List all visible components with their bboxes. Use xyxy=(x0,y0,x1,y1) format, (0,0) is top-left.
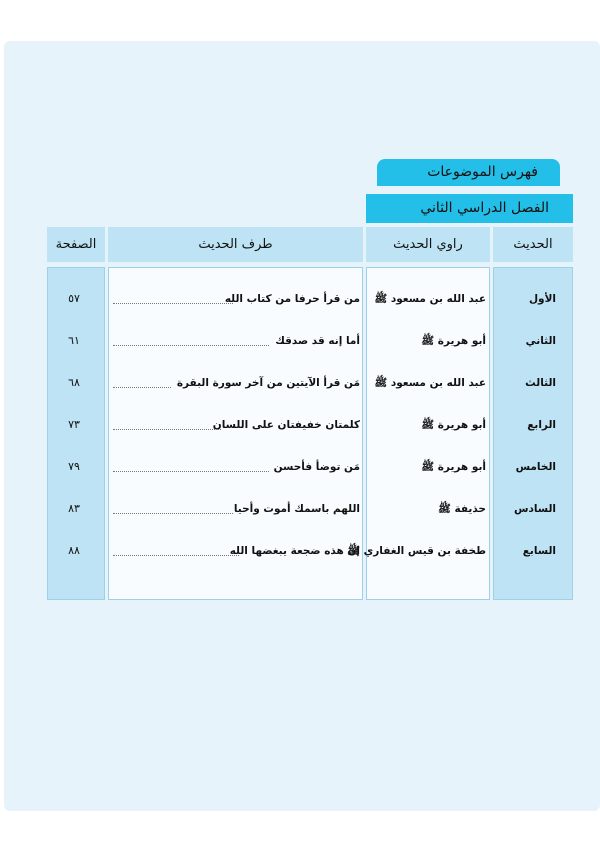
leader-dots xyxy=(113,387,171,388)
row-beginning: اللهم باسمك أموت وأحيا xyxy=(233,503,360,515)
row-beginning: كلمتان خفيفتان على اللسان xyxy=(212,419,360,431)
row-narrator: أبو هريرة ﷺ xyxy=(421,419,486,431)
row-narrator: أبو هريرة ﷺ xyxy=(421,335,486,347)
row-beginning: من قرأ حرفا من كتاب الله xyxy=(224,293,360,305)
row-narrator: حذيفة ﷺ xyxy=(438,503,486,515)
index-title: فهرس الموضوعات xyxy=(377,159,560,186)
leader-dots xyxy=(113,513,233,514)
row-page: ٥٧ xyxy=(68,292,80,305)
leader-dots xyxy=(113,555,239,556)
row-beginning: مَن توضأ فأحسن xyxy=(273,461,360,473)
row-narrator: عبد الله بن مسعود ﷺ xyxy=(374,377,486,389)
row-ordinal: الثاني xyxy=(525,335,556,347)
row-narrator: عبد الله بن مسعود ﷺ xyxy=(374,293,486,305)
leader-dots xyxy=(113,303,233,304)
row-beginning: إن هذه ضجعة يبغضها الله xyxy=(229,545,360,557)
row-page: ٦١ xyxy=(68,334,80,347)
header-narrator: راوي الحديث xyxy=(366,227,490,262)
row-ordinal: الأول xyxy=(528,293,556,305)
row-ordinal: السابع xyxy=(522,545,556,557)
leader-dots xyxy=(113,429,221,430)
row-narrator: طخفة بن قيس الغفاري ﷺ xyxy=(347,545,486,557)
semester-title: الفصل الدراسي الثاني xyxy=(366,194,573,223)
row-page: ٨٣ xyxy=(68,502,80,515)
leader-dots xyxy=(113,471,269,472)
header-hadith: الحديث xyxy=(493,227,573,262)
row-page: ٧٩ xyxy=(68,460,80,473)
row-ordinal: الرابع xyxy=(527,419,556,431)
row-ordinal: الثالث xyxy=(525,377,556,389)
leader-dots xyxy=(113,345,269,346)
header-page: الصفحة xyxy=(47,227,105,262)
row-ordinal: السادس xyxy=(513,503,556,515)
row-page: ٦٨ xyxy=(68,376,80,389)
row-beginning: أما إنه قد صدقك xyxy=(275,335,360,347)
row-beginning: مَن قرأ الآيتين من آخر سورة البقرة xyxy=(176,377,360,389)
row-page: ٨٨ xyxy=(68,544,80,557)
row-page: ٧٣ xyxy=(68,418,80,431)
row-narrator: أبو هريرة ﷺ xyxy=(421,461,486,473)
header-beginning: طرف الحديث xyxy=(108,227,363,262)
row-ordinal: الخامس xyxy=(515,461,556,473)
